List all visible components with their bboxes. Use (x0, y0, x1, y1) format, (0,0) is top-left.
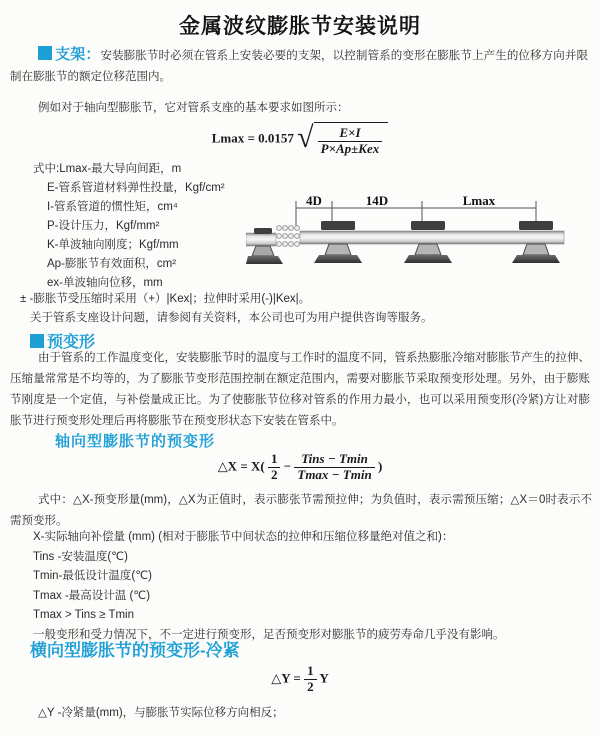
definition-item: I-管系管道的惯性矩，cm⁴ (47, 201, 178, 213)
pipe-body (300, 231, 564, 244)
lateral-note: △Y -冷紧量(mm)，与膨胀节实际位移方向相反； (38, 707, 284, 719)
definition-item: Ap-膨胀节有效面积，cm² (47, 258, 177, 270)
predeform-heading-label: 预变形 (47, 334, 96, 351)
close-paren: ) (377, 458, 383, 474)
axial-formula-num: Tins − Tmin (294, 452, 374, 468)
definition-item: E-管系管道材料弹性投量，Kgf/cm² (47, 182, 225, 194)
definition-item: K-单波轴向刚度；Kgf/mm (47, 239, 179, 251)
bellows-icon (277, 226, 300, 247)
half-den: 2 (270, 466, 278, 482)
half-num: 1 (268, 452, 281, 468)
support-intro-text: 安装膨胀节时必须在管系上安装必要的支架，以控制管系的变形在膨胀节上产生的位移方向并限制在膨胀节的额定位移范围内。 (10, 50, 588, 83)
lateral-subheading-label: 横向型膨胀节的预变形-冷紧 (30, 641, 240, 660)
axial-notes-list (33, 528, 588, 645)
lateral-formula-lhs: △Y = (271, 670, 301, 686)
sqrt-sign (297, 122, 388, 157)
lmax-formula-lhs: Lmax = 0.0157 (211, 130, 294, 146)
lmax-formula-numerator: E×I (318, 126, 383, 142)
axial-note-line: Tmax -最高设计温 (℃) (33, 589, 151, 602)
axial-note-line: X-实际轴向补偿量 (mm) (相对于膨胀节中间状态的拉伸和压缩位移量绝对值之和)： (33, 531, 454, 543)
page-title: 金属波纹膨胀节安装说明 (179, 15, 421, 38)
axial-formula-lhs: △X = X( (217, 458, 265, 474)
axial-note-line: Tmax > Tins ≥ Tmin (33, 609, 134, 621)
support-closing-note: 关于管系支座设计问题，请参阅有关资料，本公司也可为用户提供咨询等服务。 (30, 312, 433, 324)
section-bullet-square (38, 46, 52, 60)
axial-note-line: Tins -安装温度(℃) (33, 550, 128, 563)
support-paragraph (10, 44, 588, 88)
axial-note-line: Tmin-最低设计温度(℃) (33, 570, 152, 582)
definition-item-plusminus: ± -膨胀节受压缩时采用（+）|Kex|；拉伸时采用(-)|Kex|。 (20, 293, 311, 305)
lmax-formula-denominator: P×Ap±Kex (320, 140, 380, 156)
axial-formula-den: Tmax − Tmin (297, 466, 372, 482)
dim-label-4d: 4D (306, 194, 322, 208)
axial-subheading: 轴向型膨胀节的预变形 (55, 433, 216, 450)
definition-item: 式中:Lmax-最大导向间距，m (33, 163, 182, 175)
axial-note-line: 一般变形和受力情况下，不一定进行预变形，足否预变形对膨胀节的疲劳寿命几乎没有影响。 (33, 628, 505, 641)
lateral-formula (0, 664, 600, 695)
dim-label-lmax: Lmax (462, 194, 496, 208)
radical-glyph: √ (297, 121, 314, 154)
definition-item: ex-单波轴向位移，mm (47, 277, 163, 289)
axial-formula (0, 452, 600, 483)
minus-sign: − (283, 458, 292, 474)
lateral-formula-rhs: Y (319, 670, 329, 686)
lmax-formula (0, 122, 600, 157)
axial-where-line: 式中：△X-预变形量(mm)，△X为正值时，表示膨张节需预拉伸；为负值时，表示需预压缩；△X＝0时表示不需预变形。 (10, 494, 592, 527)
pipe-support-diagram (246, 194, 598, 286)
support-section-heading: 支架： (55, 46, 101, 63)
dim-label-14d: 14D (365, 194, 389, 208)
lateral-subheading (30, 636, 240, 661)
definition-item: P-设计压力，Kgf/mm² (47, 220, 160, 232)
predeform-paragraph: 由于管系的工作温度变化，安装膨胀节时的温度与工作时的温度不同，管系热膨胀冷缩对膨胀节产生的拉伸、压缩量常常是不均等的，为了膨胀节变形范围控制在额定范围内，需要对膨胀节采取预变形处理。另外，由于膨账节刚度是一个定值，与补偿量成正比。为了使膨胀节位移对管系的作用力最小，也可以采用预变形(冷紧)方让对膨胀节进行预变形处理后再将膨胀节在预变形状态下安装在管系中。 (10, 352, 590, 427)
lateral-half-den: 2 (307, 678, 314, 694)
support-example-line: 例如对于轴向型膨胀节，它对管系支座的基本要求如图所示： (38, 102, 349, 114)
section-bullet-square (30, 334, 44, 348)
lateral-half-num: 1 (304, 664, 317, 680)
